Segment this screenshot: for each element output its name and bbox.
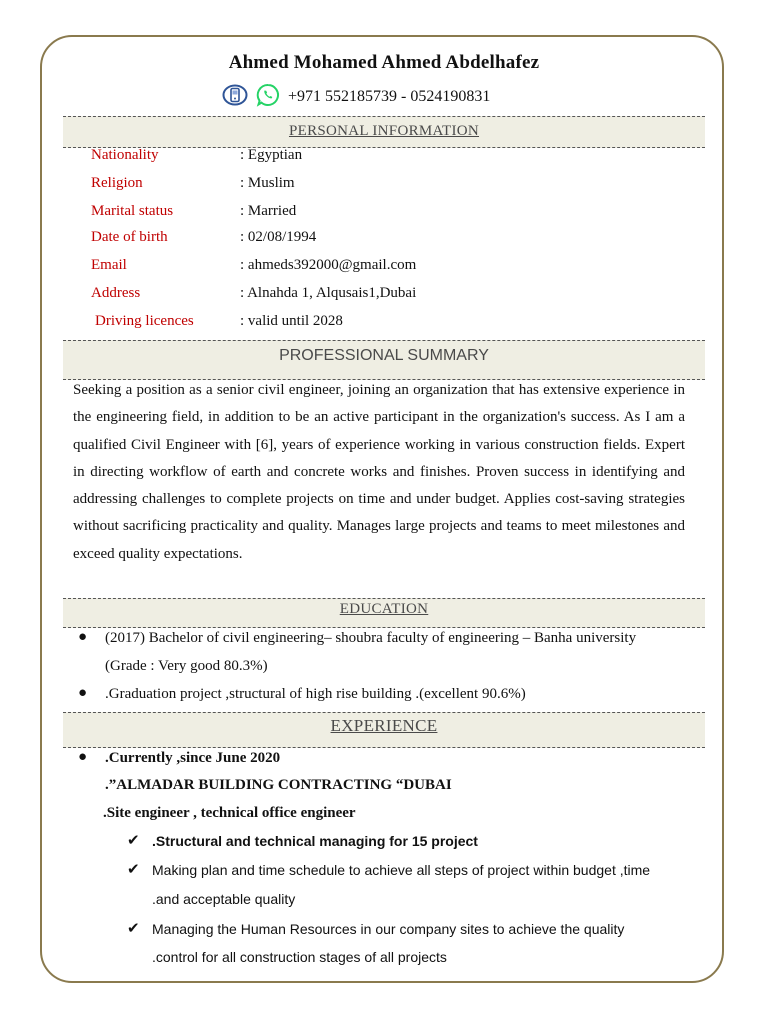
- contact-line: [222, 85, 490, 109]
- experience-company: .”ALMADAR BUILDING CONTRACTING “DUBAI: [105, 777, 452, 793]
- info-value: : Egyptian: [240, 147, 303, 163]
- experience-role: .Site engineer , technical office engineer: [103, 805, 356, 821]
- checkmark-icon: ✔: [127, 862, 140, 878]
- phone-numbers: +971 552185739 - 0524190831: [288, 88, 491, 105]
- checkmark-icon: ✔: [127, 833, 140, 849]
- bullet-icon: ●: [78, 629, 88, 645]
- section-title: EDUCATION: [339, 601, 429, 617]
- bullet-icon: ●: [78, 685, 88, 701]
- section-title: EXPERIENCE: [330, 716, 438, 735]
- section-title: PERSONAL INFORMATION: [288, 123, 480, 139]
- info-value: : valid until 2028: [240, 313, 343, 329]
- info-label: Address: [91, 285, 141, 301]
- info-value: : Married: [240, 203, 297, 219]
- bullet-icon: ●: [78, 749, 88, 765]
- info-value: : Muslim: [240, 175, 295, 191]
- summary-paragraph: Seeking a position as a senior civil engineer, joining an organization that has extensive experience in the engineering field, in addition to be an active participant in the organization's success. As I am a qualified Civil Engineer with [6], years of experience working in various construction fields. Expert in directing workflow of earth and concrete works and finishes. Proven success in identifying and addressing challenges to complete projects on time and under budget. Applies cost-saving strategies without sacrificing practicality and quality. Manages large projects and teams to meet milestones and exceed quality expectations.: [73, 382, 685, 562]
- whatsapp-icon: [256, 83, 280, 112]
- info-value: : ahmeds392000@gmail.com: [240, 257, 417, 273]
- experience-task: Making plan and time schedule to achieve all steps of project within budget ,time: [152, 862, 651, 878]
- experience-period: .Currently ,since June 2020: [105, 750, 281, 766]
- info-label: Nationality: [91, 147, 159, 163]
- info-value: : Alnahda 1, Alqusais1,Dubai: [240, 285, 417, 301]
- info-label: Driving licences: [95, 313, 194, 329]
- info-value: : 02/08/1994: [240, 229, 317, 245]
- mobile-phone-icon: [222, 84, 248, 111]
- education-project: .Graduation project ,structural of high rise building .(excellent 90.6%): [105, 686, 526, 702]
- education-header: [63, 598, 705, 628]
- checkmark-icon: ✔: [127, 921, 140, 937]
- education-degree: (2017) Bachelor of civil engineering– shoubra faculty of engineering – Banha university: [105, 630, 637, 646]
- education-grade: (Grade : Very good 80.3%): [105, 658, 268, 674]
- experience-task: Managing the Human Resources in our company sites to achieve the quality: [152, 921, 625, 937]
- info-label: Email: [91, 257, 127, 273]
- experience-task-continued: .control for all construction stages of all projects: [152, 949, 447, 965]
- experience-task: .Structural and technical managing for 15 project: [152, 833, 478, 849]
- experience-task-continued: .and acceptable quality: [152, 891, 296, 907]
- info-label: Marital status: [91, 203, 174, 219]
- personal-info-header: [63, 116, 705, 148]
- professional-summary-header: [63, 340, 705, 380]
- section-title: PROFESSIONAL SUMMARY: [279, 347, 489, 364]
- info-label: Religion: [91, 175, 143, 191]
- experience-header: [63, 712, 705, 748]
- candidate-name: Ahmed Mohamed Ahmed Abdelhafez: [228, 52, 540, 73]
- info-label: Date of birth: [91, 229, 168, 245]
